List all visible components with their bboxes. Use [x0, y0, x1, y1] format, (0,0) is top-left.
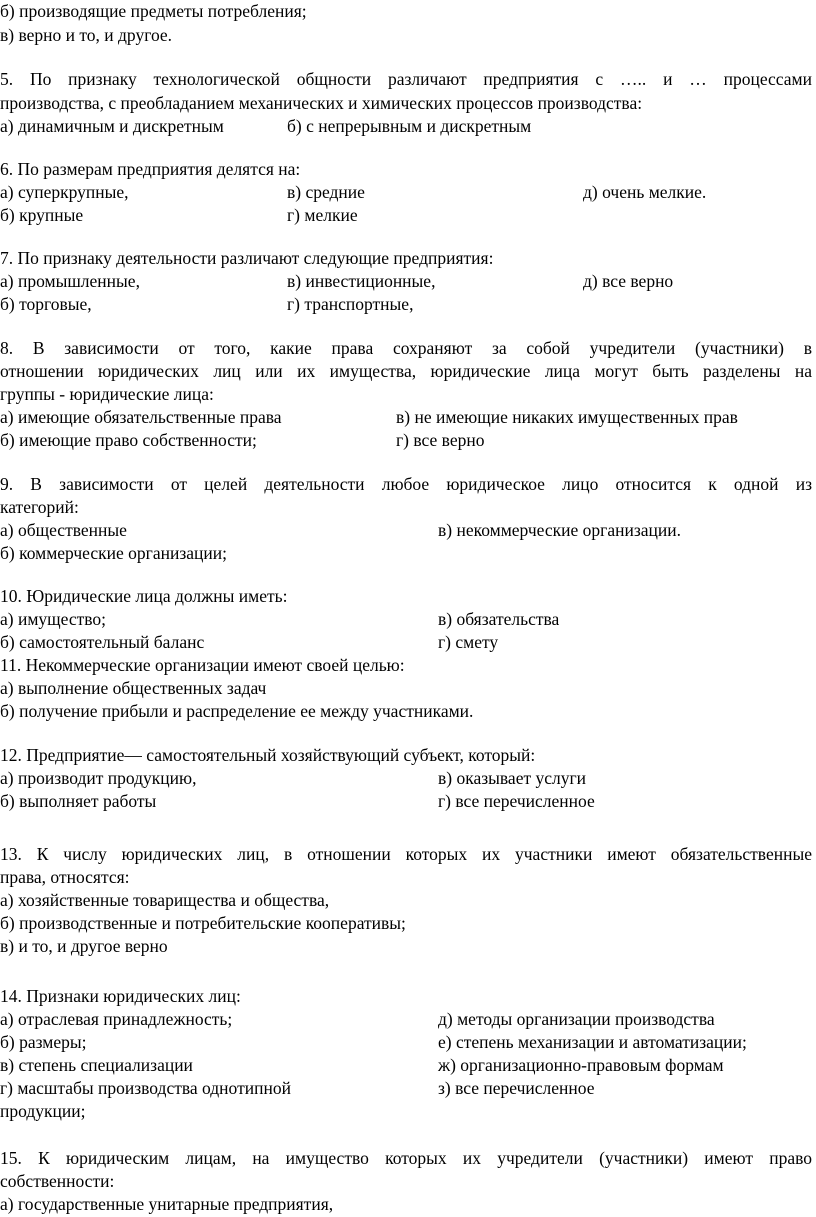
text-segment: г) транспортные, [287, 294, 414, 314]
text-line [0, 843, 816, 866]
text-line [0, 24, 816, 47]
text-line [0, 247, 816, 270]
text-line [0, 866, 816, 889]
text-line [0, 1147, 816, 1170]
text-segment: в) не имеющие никаких имущественных прав [396, 407, 738, 427]
text-line [0, 935, 816, 958]
text-line [0, 654, 816, 677]
text-segment: б) крупные [0, 205, 84, 225]
text-line [0, 1008, 816, 1031]
text-line [0, 360, 816, 383]
text-segment: в) инвестиционные, [287, 271, 436, 291]
text-segment: в) обязательства [438, 609, 560, 629]
text-line [0, 383, 816, 406]
text-segment: а) отраслевая принадлежность; [0, 1009, 233, 1029]
text-line [0, 767, 816, 790]
text-segment: отношении юридических лиц или их имущества, юридические лица могут быть разделены на [0, 361, 812, 381]
text-line [0, 181, 816, 204]
text-line [0, 337, 816, 360]
text-segment: а) суперкрупные, [0, 182, 129, 202]
text-segment: 6. По размерам предприятия делятся на: [0, 159, 301, 179]
text-segment: 13. К числу юридических лиц, в отношении которых их участники имеют обязательственные [0, 844, 812, 864]
text-segment: б) имеющие право собственности; [0, 430, 257, 450]
text-segment: д) методы организации производства [438, 1009, 715, 1029]
text-segment: 9. В зависимости от целей деятельности любое юридическое лицо относится к одной из [0, 474, 812, 494]
text-line [0, 1054, 816, 1077]
text-segment: г) все перечисленное [438, 791, 595, 811]
text-segment: б) торговые, [0, 294, 92, 314]
text-segment: в) верно и то, и другое. [0, 25, 173, 45]
text-line [0, 204, 816, 227]
text-segment: в) степень специализации [0, 1055, 193, 1075]
text-line [0, 985, 816, 1008]
text-line [0, 542, 816, 565]
text-line [0, 270, 816, 293]
text-line [0, 1077, 816, 1100]
text-segment: б) коммерческие организации; [0, 543, 227, 563]
text-segment: в) средние [287, 182, 365, 202]
text-segment: а) выполнение общественных задач [0, 678, 267, 698]
text-line [0, 92, 816, 115]
text-segment: в) некоммерческие организации. [438, 520, 681, 540]
text-segment: производства, с преобладанием механических и химических процессов производства: [0, 93, 643, 113]
text-segment: 8. В зависимости от того, какие права сохраняют за собой учредители (участники) в [0, 338, 812, 358]
text-segment: а) производит продукцию, [0, 768, 197, 788]
text-line [0, 889, 816, 912]
text-line [0, 912, 816, 935]
text-line [0, 1193, 816, 1216]
text-line [0, 608, 816, 631]
text-segment: в) оказывает услуги [438, 768, 587, 788]
text-segment: 15. К юридическим лицам, на имущество которых их учредители (участники) имеют право [0, 1148, 812, 1168]
text-segment: б) производящие предметы потребления; [0, 1, 307, 21]
text-segment: 7. По признаку деятельности различают следующие предприятия: [0, 248, 494, 268]
text-line [0, 293, 816, 316]
text-segment: продукции; [0, 1101, 86, 1121]
text-line [0, 1031, 816, 1054]
text-segment: группы - юридические лица: [0, 384, 214, 404]
text-segment: а) имущество; [0, 609, 107, 629]
text-segment: е) степень механизации и автоматизации; [438, 1032, 747, 1052]
text-line [0, 473, 816, 496]
text-segment: г) масштабы производства однотипной [0, 1078, 291, 1098]
text-segment: б) получение прибыли и распределение ее между участниками. [0, 701, 474, 721]
text-segment: з) все перечисленное [438, 1078, 595, 1098]
text-segment: в) и то, и другое верно [0, 936, 168, 956]
text-line [0, 158, 816, 181]
text-segment: ж) организационно-правовым формам [438, 1055, 724, 1075]
text-line [0, 790, 816, 813]
text-segment: б) с непрерывным и дискретным [287, 116, 532, 136]
text-line [0, 744, 816, 767]
text-segment: собственности: [0, 1171, 115, 1191]
text-segment: а) динамичным и дискретным [0, 116, 224, 136]
text-segment: категорий: [0, 497, 79, 517]
text-segment: б) выполняет работы [0, 791, 157, 811]
text-segment: 5. По признаку технологической общности различают предприятия с ….. и … процессами [0, 69, 812, 89]
text-segment: а) имеющие обязательственные права [0, 407, 282, 427]
text-segment: а) хозяйственные товарищества и общества, [0, 890, 330, 910]
text-segment: 12. Предприятие— самостоятельный хозяйствующий субъект, который: [0, 745, 536, 765]
text-line [0, 585, 816, 608]
text-segment: г) мелкие [287, 205, 358, 225]
text-line [0, 631, 816, 654]
text-line [0, 68, 816, 91]
text-segment: права, относятся: [0, 867, 130, 887]
text-segment: г) смету [438, 632, 499, 652]
text-segment: а) государственные унитарные предприятия, [0, 1194, 334, 1214]
text-line [0, 0, 816, 23]
text-segment: 11. Некоммерческие организации имеют своей целью: [0, 655, 405, 675]
text-segment: а) промышленные, [0, 271, 140, 291]
text-segment: 10. Юридические лица должны иметь: [0, 586, 288, 606]
text-segment: д) все верно [583, 271, 674, 291]
text-segment: б) производственные и потребительские кооперативы; [0, 913, 406, 933]
text-line [0, 700, 816, 723]
text-segment: г) все верно [396, 430, 485, 450]
text-segment: б) самостоятельный баланс [0, 632, 205, 652]
text-segment: 14. Признаки юридических лиц: [0, 986, 241, 1006]
text-line [0, 429, 816, 452]
text-line [0, 115, 816, 138]
text-line [0, 677, 816, 700]
text-line [0, 496, 816, 519]
text-segment: б) размеры; [0, 1032, 87, 1052]
text-line [0, 1100, 816, 1123]
text-segment: а) общественные [0, 520, 127, 540]
text-line [0, 406, 816, 429]
text-line [0, 519, 816, 542]
text-segment: д) очень мелкие. [583, 182, 707, 202]
text-line [0, 1170, 816, 1193]
